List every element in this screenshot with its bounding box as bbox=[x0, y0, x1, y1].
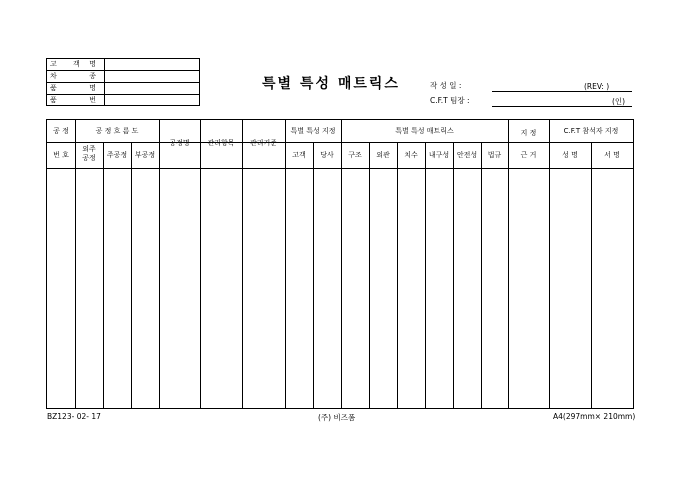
flow-outsourced-header: 외주 공정 bbox=[82, 145, 96, 162]
info-label: 객 bbox=[73, 60, 80, 68]
col-divider bbox=[591, 142, 592, 408]
basis-header-bottom: 근 거 bbox=[520, 151, 537, 159]
info-row-part-number bbox=[47, 95, 199, 107]
publisher: (주) 비즈폼 bbox=[318, 413, 356, 422]
col-divider bbox=[453, 142, 454, 408]
form-code: BZ123- 02- 17 bbox=[47, 412, 101, 421]
info-label: 품 bbox=[50, 96, 57, 104]
matrix-col-durability: 내구성 bbox=[428, 151, 450, 159]
customer-info-box bbox=[46, 58, 200, 106]
col-divider bbox=[242, 120, 243, 408]
col-divider bbox=[313, 142, 314, 408]
matrix-table bbox=[46, 119, 634, 409]
cft-signature-header: 서 명 bbox=[604, 151, 620, 159]
date-label: 작 성 일 : bbox=[430, 81, 462, 90]
basis-header-top: 지 정 bbox=[520, 129, 537, 137]
col-divider bbox=[341, 120, 342, 408]
matrix-col-dimension: 치수 bbox=[404, 151, 418, 159]
matrix-col-structure: 구조 bbox=[348, 151, 362, 159]
revision-label: (REV: ) bbox=[584, 82, 610, 91]
col-divider bbox=[200, 120, 201, 408]
paper-size: A4(297mm× 210mm) bbox=[553, 412, 636, 421]
seal-label: (인) bbox=[612, 97, 626, 106]
table-header-divider-bottom bbox=[47, 168, 633, 169]
process-name-header: 공정명 bbox=[169, 139, 190, 147]
matrix-col-appearance: 외관 bbox=[376, 151, 390, 159]
process-no-header-bottom: 번 호 bbox=[53, 151, 69, 159]
info-label: 번 bbox=[89, 96, 96, 104]
cft-leader-label: C.F.T 팀장 : bbox=[430, 96, 470, 105]
control-item-header: 관리항목 bbox=[207, 139, 235, 147]
info-label: 품 bbox=[50, 84, 57, 92]
cft-attendee-header: C.F.T 참석자 지정 bbox=[563, 127, 619, 135]
info-row-part-name bbox=[47, 83, 199, 95]
col-divider bbox=[508, 120, 509, 408]
flow-chart-header: 공 정 흐 름 도 bbox=[95, 127, 139, 135]
flow-main-header: 주공정 bbox=[106, 151, 128, 159]
cft-name-header: 성 명 bbox=[562, 151, 578, 159]
matrix-col-safety: 안전성 bbox=[456, 151, 478, 159]
col-divider bbox=[103, 142, 104, 408]
document-title: 특별 특성 매트릭스 bbox=[262, 76, 400, 92]
cft-underline bbox=[492, 106, 632, 107]
col-divider bbox=[549, 120, 550, 408]
matrix-header: 특별 특성 매트릭스 bbox=[395, 127, 454, 135]
info-row-customer-name bbox=[47, 59, 199, 71]
special-company-header: 당사 bbox=[320, 151, 334, 159]
info-label: 종 bbox=[89, 72, 96, 80]
info-label: 차 bbox=[50, 72, 57, 80]
info-label: 고 bbox=[50, 60, 57, 68]
date-underline bbox=[492, 91, 632, 92]
col-divider bbox=[481, 142, 482, 408]
info-label: 명 bbox=[89, 60, 96, 68]
special-customer-header: 고객 bbox=[292, 151, 306, 159]
table-header-divider-mid bbox=[47, 142, 633, 143]
col-divider bbox=[425, 142, 426, 408]
col-divider bbox=[131, 142, 132, 408]
matrix-col-regulation: 법규 bbox=[487, 151, 502, 159]
col-divider bbox=[75, 120, 76, 408]
info-row-vehicle-type bbox=[47, 71, 199, 83]
special-designation-header: 특별 특성 지정 bbox=[290, 127, 336, 135]
col-divider bbox=[159, 120, 160, 408]
col-divider bbox=[397, 142, 398, 408]
flow-sub-header: 부공정 bbox=[134, 151, 156, 159]
info-label: 명 bbox=[89, 84, 96, 92]
process-no-header-top: 공 정 bbox=[53, 127, 69, 135]
col-divider bbox=[285, 120, 286, 408]
col-divider bbox=[369, 142, 370, 408]
control-standard-header: 관리기준 bbox=[249, 139, 278, 147]
